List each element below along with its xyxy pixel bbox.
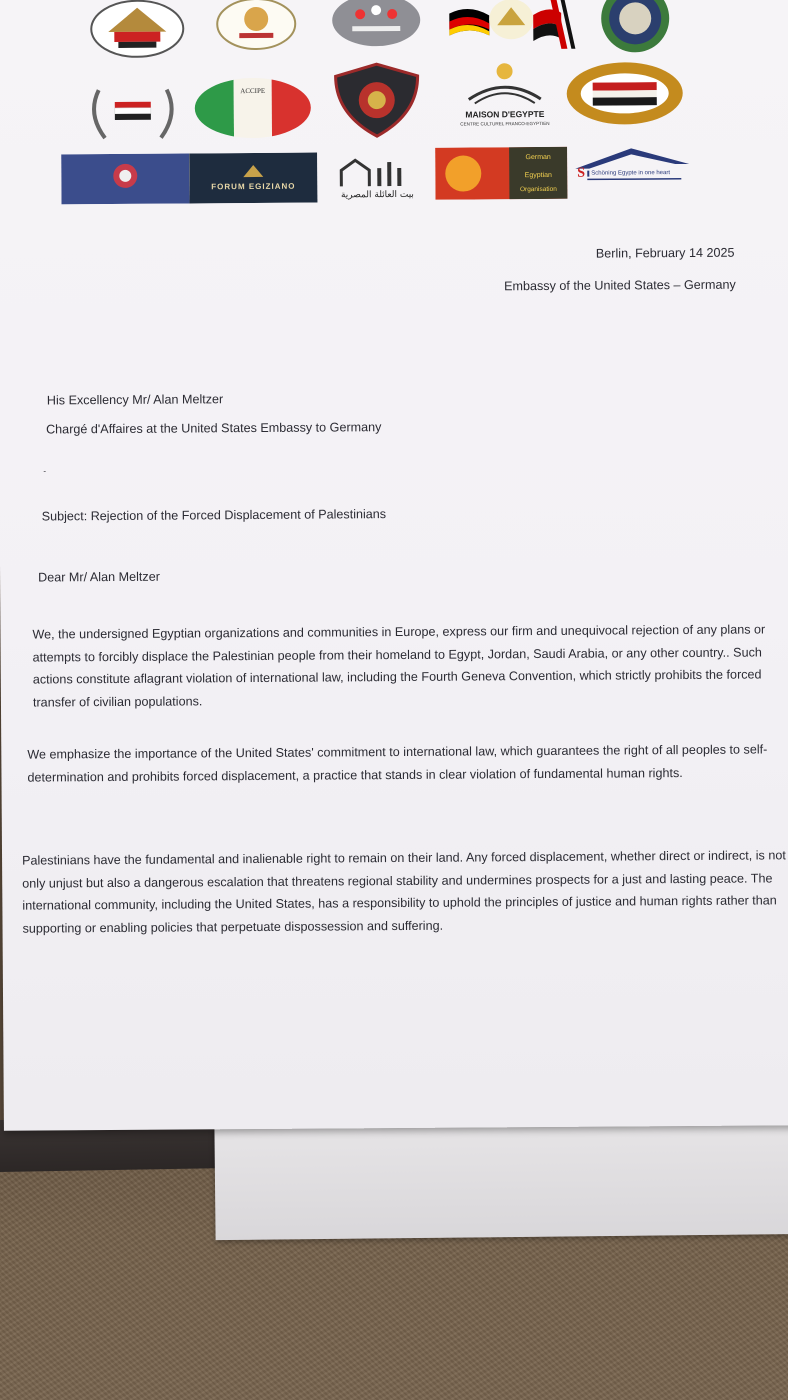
logo-emblem-1	[88, 0, 186, 60]
bayt-text: بيت العائلة المصرية	[340, 189, 414, 201]
forum-text: FORUM EGIZIANO	[211, 181, 296, 192]
letter-date: Berlin, February 14 2025	[595, 245, 735, 261]
body-paragraph-1: We, the undersigned Egyptian organizations and communities in Europe, express our firm and unequivocal rejection of any plans or attempts to forcibly displace the Palestinian people from their homeland to Egypt, Jordan, Saudi Arabia, or any other country.. Such actions constitute aflagrant violation of international law, including the Fourth Geneva Convention, which strictly prohibits the forced transfer of civilian populations.	[32, 622, 766, 710]
geo-line3: Organisation	[519, 185, 557, 194]
logo-egypt-club-circle	[564, 60, 684, 127]
sb-text: Schöning Egypte in one heart	[591, 170, 671, 177]
logo-egypt-germany-flags	[449, 0, 579, 54]
logo-german-egyptian-organisation	[435, 147, 567, 200]
logo-laurel-emblem	[85, 82, 181, 145]
maison-title: MAISON D'EGYPTE	[465, 108, 545, 120]
letter-salutation: Dear Mr/ Alan Meltzer	[38, 569, 160, 585]
underlying-sheet	[214, 1122, 788, 1240]
geo-line1: German	[525, 153, 551, 162]
logo-italy-circle	[194, 77, 312, 140]
body-paragraph-3: Palestinians have the fundamental and inalienable right to remain on their land. Any forced displacement, whether direct or indirect, is not only unjust but also a dangerous escalation that threatens regional stability and undermines prospects for a just and lasting peace. The international community, including the United States, has a responsibility to uphold the principles of justice and human rights rather than supporting or enabling policies that perpetuate dispossession and suffering.	[22, 848, 786, 936]
body-paragraph-2: We emphasize the importance of the United States' commitment to international law, which guarantees the right of all peoples to self-determination and prohibits forced displacement, a practice that stands in clear violation of fundamental human rights.	[27, 742, 768, 785]
logo-maison-egypte	[449, 61, 561, 128]
recipient-organization: Embassy of the United States – Germany	[504, 277, 736, 294]
logo-gear-emblem	[583, 0, 687, 53]
geo-line2: Egyptian	[524, 171, 552, 180]
logo-roof-sb	[571, 146, 695, 195]
logo-emblem-2	[215, 0, 297, 51]
stray-mark: -	[43, 466, 47, 476]
svg-text:S: S	[577, 165, 586, 181]
logo-bayt-al-aila	[321, 156, 433, 201]
addressee-title: Chargé d'Affaires at the United States Embassy to Germany	[46, 420, 382, 437]
addressee-name: His Excellency Mr/ Alan Meltzer	[46, 392, 224, 408]
cci-text: ACCIPE	[240, 86, 266, 96]
logo-emblem-3	[330, 0, 422, 48]
letter-subject: Subject: Rejection of the Forced Displacement of Palestinians	[41, 507, 387, 524]
logo-forum-egiziano	[189, 153, 317, 204]
logo-badge-shield	[330, 62, 425, 139]
logo-blue-banner	[61, 153, 189, 204]
maison-subtitle: CENTRE CULTUREL FRANCO-EGYPTIEN	[460, 120, 550, 127]
